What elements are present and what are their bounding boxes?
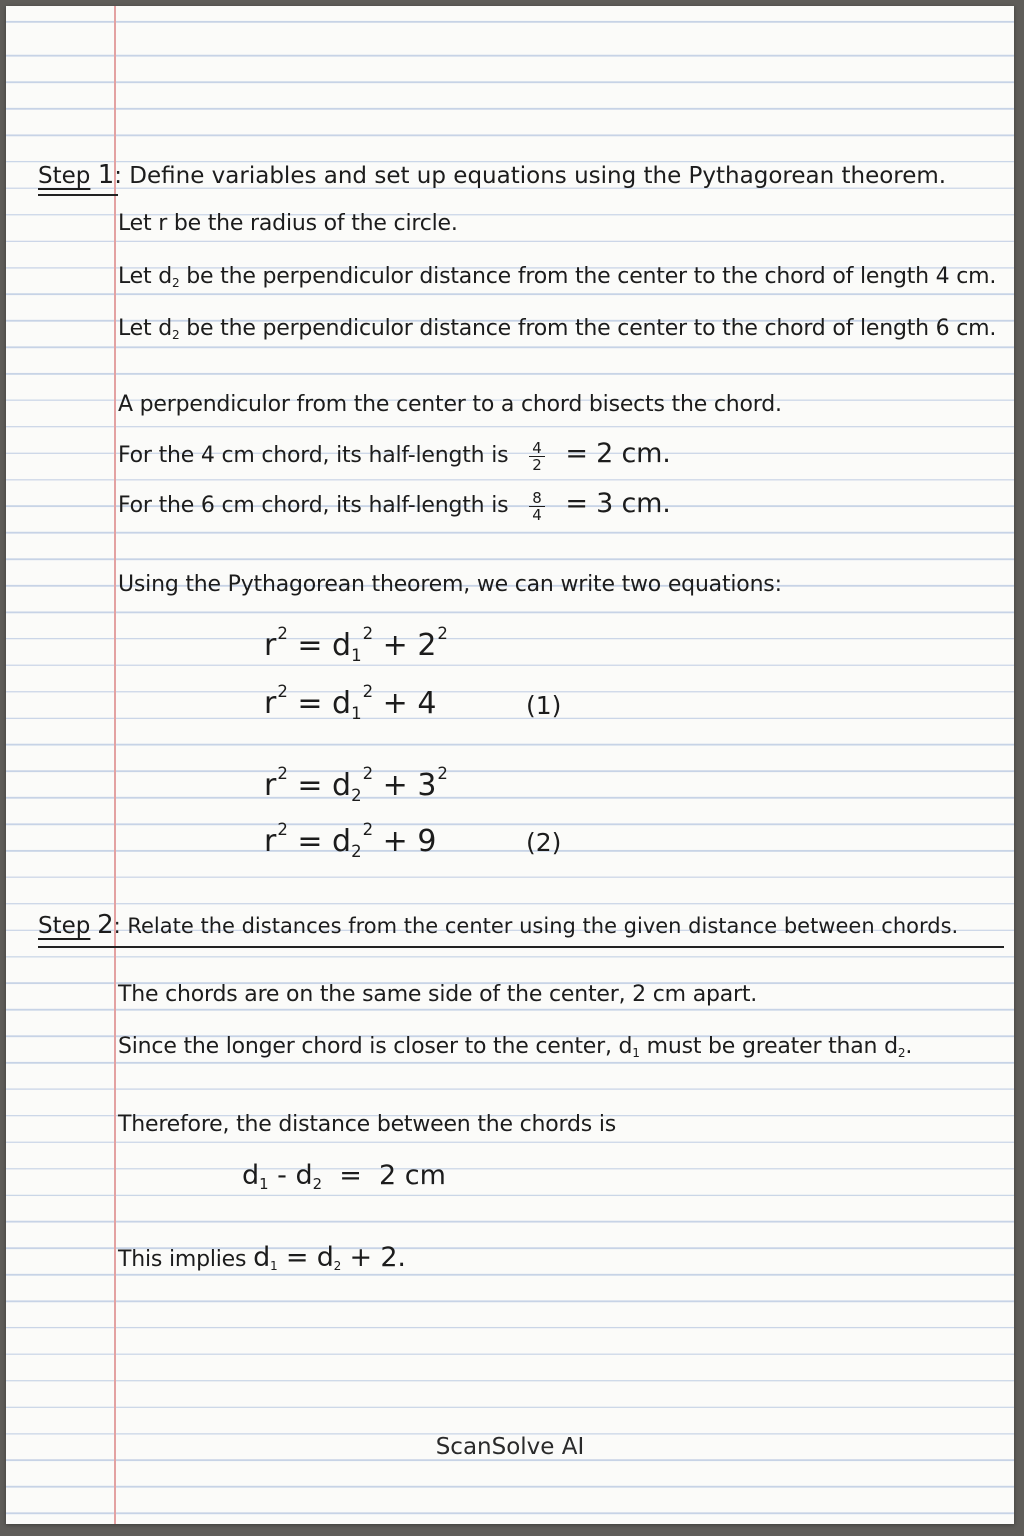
eq-term: - d — [268, 1160, 313, 1191]
eq-subscript: 1 — [351, 703, 362, 723]
equation-difference — [242, 1160, 446, 1194]
eq-subscript: 2 — [351, 785, 362, 805]
line-pythagoras-intro: Using the Pythagorean theorem, we can write two equations: — [118, 572, 782, 597]
eq-term: d — [253, 1242, 271, 1273]
eq-subscript: 1 — [259, 1175, 269, 1194]
d-subscript: 2 — [172, 328, 180, 343]
line-closer — [118, 1034, 912, 1059]
eq-exponent: 2 — [362, 764, 374, 784]
step1-number: 1 — [97, 160, 115, 190]
eq-exponent: 2 — [362, 624, 374, 644]
fraction-8-over-4 — [529, 490, 544, 523]
half6-result: = 3 cm. — [565, 488, 671, 519]
eq-term: r — [264, 686, 277, 721]
margin-line — [114, 6, 116, 1524]
eq-subscript: 1 — [270, 1259, 278, 1274]
eq-term: = d — [287, 768, 352, 803]
line-radius: Let r be the radius of the circle. — [118, 211, 458, 236]
equation-2 — [264, 820, 437, 861]
eq-exponent: 2 — [362, 682, 374, 702]
line-bisect: A perpendiculor from the center to a chord bisects the chord. — [118, 392, 782, 417]
eq-term: + 3 — [373, 768, 437, 803]
step2-label: Step — [38, 913, 91, 939]
eq-exponent: 2 — [437, 764, 448, 784]
fraction-numerator: 8 — [529, 490, 544, 507]
step2-heading — [38, 910, 958, 940]
eq-term: + 9 — [373, 824, 437, 859]
eq-subscript: 1 — [351, 645, 362, 665]
eq-term: r — [264, 768, 277, 803]
eq-term: r — [264, 824, 277, 859]
step2-number: 2 — [97, 910, 114, 940]
line-half-6 — [118, 488, 671, 523]
step1-heading — [38, 160, 946, 190]
eq-term: + 2. — [341, 1242, 406, 1273]
fraction-numerator: 4 — [529, 440, 544, 457]
equation-1 — [264, 682, 437, 723]
eq-exponent: 2 — [277, 624, 288, 644]
closer-mid: must be greater than d — [639, 1034, 898, 1059]
equation-r-d1-2squared — [264, 624, 448, 665]
step1-title: : Define variables and set up equations using the Pythagorean theorem. — [114, 163, 947, 189]
eq-term: + 4 — [373, 686, 437, 721]
fraction-denominator: 4 — [532, 505, 542, 524]
eq-exponent: 2 — [277, 764, 288, 784]
eq-exponent: 2 — [437, 624, 448, 644]
eq-subscript: 2 — [312, 1175, 323, 1194]
line-d-short — [118, 264, 996, 289]
equation-r-d2-3squared — [264, 764, 448, 805]
d-label: Let d — [118, 316, 172, 341]
eq-term: = d — [287, 628, 352, 663]
line-d-short-rest: be the perpendiculor distance from the center to the chord of length 4 cm. — [179, 264, 997, 289]
notebook-page — [6, 6, 1014, 1524]
eq-term: = d — [287, 824, 352, 859]
line-d-long — [118, 316, 996, 341]
fraction-denominator: 2 — [532, 455, 542, 474]
closer-end: . — [905, 1034, 913, 1059]
eq-subscript: 2 — [351, 841, 362, 861]
eq-term: + 2 — [373, 628, 437, 663]
eq-exponent: 2 — [362, 820, 374, 840]
eq-term: = 2 cm — [322, 1160, 446, 1191]
eq-term: = d — [277, 1242, 334, 1273]
footer-brand: ScanSolve AI — [435, 1434, 585, 1460]
half4-result: = 2 cm. — [565, 438, 671, 469]
line-implies — [118, 1242, 406, 1273]
d-subscript: 2 — [897, 1046, 906, 1061]
eq-exponent: 2 — [277, 682, 288, 702]
step2-title: : Relate the distances from the center using the given distance between chords. — [113, 914, 959, 938]
line-d-long-rest: be the perpendiculor distance from the center to the chord of length 6 cm. — [179, 316, 997, 341]
step1-underline — [38, 194, 118, 196]
d-subscript: 1 — [632, 1046, 640, 1061]
eq-exponent: 2 — [277, 820, 288, 840]
eq-subscript: 2 — [333, 1259, 342, 1274]
step2-rule — [38, 946, 1004, 948]
half6-text: For the 6 cm chord, its half-length is — [118, 493, 509, 518]
eq-term: d — [242, 1160, 260, 1191]
implies-text: This implies — [118, 1247, 254, 1272]
eq-term: r — [264, 628, 277, 663]
half4-text: For the 4 cm chord, its half-length is — [118, 443, 509, 468]
closer-text: Since the longer chord is closer to the center, d — [118, 1034, 633, 1059]
equation-tag-1: (1) — [526, 691, 562, 720]
line-therefore: Therefore, the distance between the chords is — [118, 1112, 616, 1137]
d-label: Let d — [118, 264, 172, 289]
equation-tag-2: (2) — [526, 828, 562, 857]
fraction-4-over-2 — [529, 440, 544, 473]
d-subscript: 2 — [172, 276, 180, 291]
eq-term: = d — [287, 686, 352, 721]
step1-label: Step — [38, 163, 91, 189]
line-half-4 — [118, 438, 671, 473]
line-same-side: The chords are on the same side of the center, 2 cm apart. — [118, 982, 758, 1007]
